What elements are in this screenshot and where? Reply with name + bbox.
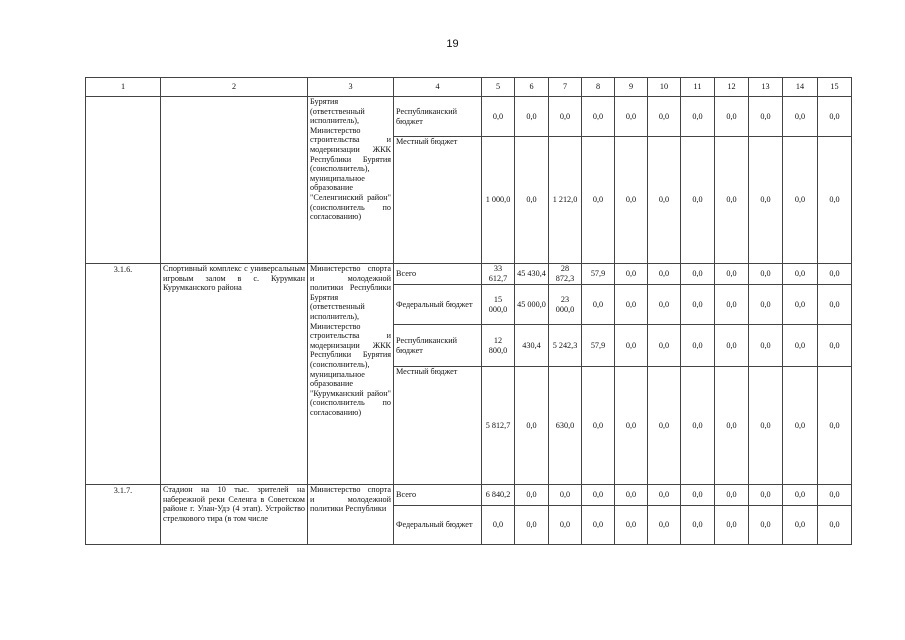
value-cell: 0,0: [715, 367, 749, 485]
value-cell: 0,0: [648, 264, 681, 285]
item-code-cell: 3.1.7.: [86, 485, 161, 545]
value-cell: 5 242,3: [549, 325, 582, 367]
item-code-cell: 3.1.6.: [86, 264, 161, 485]
item-name-cell: Стадион на 10 тыс. зрителей на набережной реки Селенга в Советском районе г. Улан-Удэ (4 этап). Устройство стрелкового тира (в том числе: [161, 485, 308, 545]
value-cell: 0,0: [515, 97, 549, 137]
value-cell: 0,0: [615, 367, 648, 485]
value-cell: 28 872,3: [549, 264, 582, 285]
value-cell: 0,0: [783, 485, 818, 506]
header-cell: 15: [818, 78, 852, 97]
header-cell: 1: [86, 78, 161, 97]
value-cell: 0,0: [715, 506, 749, 545]
value-cell: 0,0: [648, 97, 681, 137]
value-cell: 0,0: [681, 97, 715, 137]
header-cell: 12: [715, 78, 749, 97]
header-cell: 13: [749, 78, 783, 97]
value-cell: 0,0: [783, 137, 818, 264]
value-cell: 5 812,7: [482, 367, 515, 485]
header-cell: 14: [783, 78, 818, 97]
value-cell: 0,0: [818, 285, 852, 325]
table-row: [86, 264, 852, 285]
header-cell: 3: [308, 78, 394, 97]
value-cell: 15 000,0: [482, 285, 515, 325]
value-cell: 0,0: [749, 97, 783, 137]
value-cell: 0,0: [615, 264, 648, 285]
budget-table: [85, 77, 852, 545]
value-cell: 630,0: [549, 367, 582, 485]
funding-source-cell: Местный бюджет: [394, 137, 482, 264]
table-row: [86, 97, 852, 137]
header-cell: 4: [394, 78, 482, 97]
value-cell: 0,0: [615, 285, 648, 325]
executor-cell: Министерство спорта и молодежной политики Республики: [308, 485, 394, 545]
value-cell: 33 612,7: [482, 264, 515, 285]
header-cell: 11: [681, 78, 715, 97]
value-cell: 0,0: [818, 97, 852, 137]
value-cell: 1 212,0: [549, 137, 582, 264]
value-cell: 0,0: [749, 264, 783, 285]
value-cell: 23 000,0: [549, 285, 582, 325]
value-cell: 0,0: [715, 485, 749, 506]
header-row: [86, 78, 852, 97]
value-cell: 57,9: [582, 264, 615, 285]
value-cell: 0,0: [582, 506, 615, 545]
value-cell: 0,0: [482, 506, 515, 545]
value-cell: 0,0: [818, 137, 852, 264]
value-cell: 0,0: [515, 506, 549, 545]
value-cell: 0,0: [715, 325, 749, 367]
value-cell: 0,0: [749, 367, 783, 485]
value-cell: 0,0: [582, 97, 615, 137]
header-cell: 9: [615, 78, 648, 97]
value-cell: 0,0: [582, 367, 615, 485]
value-cell: 0,0: [648, 367, 681, 485]
value-cell: 0,0: [549, 506, 582, 545]
value-cell: 0,0: [681, 264, 715, 285]
value-cell: 0,0: [818, 325, 852, 367]
value-cell: 0,0: [681, 285, 715, 325]
funding-source-cell: Всего: [394, 264, 482, 285]
header-cell: 2: [161, 78, 308, 97]
item-code-cell: [86, 97, 161, 264]
value-cell: 0,0: [783, 97, 818, 137]
funding-source-cell: Местный бюджет: [394, 367, 482, 485]
value-cell: 1 000,0: [482, 137, 515, 264]
value-cell: 0,0: [749, 325, 783, 367]
value-cell: 0,0: [818, 264, 852, 285]
value-cell: 0,0: [715, 97, 749, 137]
value-cell: 0,0: [482, 97, 515, 137]
value-cell: 0,0: [749, 506, 783, 545]
funding-source-cell: Республиканский бюджет: [394, 97, 482, 137]
header-cell: 10: [648, 78, 681, 97]
value-cell: 0,0: [783, 367, 818, 485]
value-cell: 0,0: [648, 485, 681, 506]
item-name-cell: [161, 97, 308, 264]
value-cell: 0,0: [648, 325, 681, 367]
value-cell: 0,0: [615, 137, 648, 264]
value-cell: 6 840,2: [482, 485, 515, 506]
value-cell: 0,0: [615, 506, 648, 545]
value-cell: 57,9: [582, 325, 615, 367]
executor-cell: Министерство спорта и молодежной политики Республики Бурятия (ответственный исполнитель), Министерство строительства и модернизации ЖКК Республики Бурятия (соисполнитель), муниципальное образование "Курумканский район" (соисполнитель по согласованию): [308, 264, 394, 485]
value-cell: 0,0: [818, 506, 852, 545]
value-cell: 0,0: [549, 97, 582, 137]
value-cell: 0,0: [648, 285, 681, 325]
value-cell: 45 430,4: [515, 264, 549, 285]
value-cell: 0,0: [715, 137, 749, 264]
table-row: [86, 485, 852, 506]
value-cell: 0,0: [515, 137, 549, 264]
value-cell: 0,0: [615, 485, 648, 506]
value-cell: 0,0: [582, 285, 615, 325]
value-cell: 0,0: [818, 367, 852, 485]
value-cell: 0,0: [582, 137, 615, 264]
item-name-cell: Спортивный комплекс с универсальным игровым залом в с. Курумкан Курумканского района: [161, 264, 308, 485]
value-cell: 0,0: [715, 285, 749, 325]
page-number: 19: [446, 38, 459, 50]
value-cell: 0,0: [615, 97, 648, 137]
value-cell: 0,0: [515, 367, 549, 485]
value-cell: 0,0: [749, 137, 783, 264]
value-cell: 0,0: [783, 506, 818, 545]
header-cell: 7: [549, 78, 582, 97]
value-cell: 0,0: [681, 367, 715, 485]
value-cell: 0,0: [818, 485, 852, 506]
value-cell: 45 000,0: [515, 285, 549, 325]
value-cell: 0,0: [749, 285, 783, 325]
value-cell: 0,0: [783, 325, 818, 367]
value-cell: 0,0: [549, 485, 582, 506]
funding-source-cell: Всего: [394, 485, 482, 506]
value-cell: 12 800,0: [482, 325, 515, 367]
value-cell: 0,0: [681, 485, 715, 506]
value-cell: 0,0: [783, 285, 818, 325]
funding-source-cell: Федеральный бюджет: [394, 285, 482, 325]
executor-cell: Бурятия (ответственный исполнитель), Министерство строительства и модернизации ЖКК Республики Бурятия (соисполнитель), муниципальное образование "Селенгинский район" (соисполнитель по согласованию): [308, 97, 394, 264]
funding-source-cell: Федеральный бюджет: [394, 506, 482, 545]
value-cell: 0,0: [648, 506, 681, 545]
value-cell: 0,0: [582, 485, 615, 506]
header-cell: 5: [482, 78, 515, 97]
value-cell: 0,0: [783, 264, 818, 285]
value-cell: 0,0: [648, 137, 681, 264]
value-cell: 430,4: [515, 325, 549, 367]
header-cell: 8: [582, 78, 615, 97]
value-cell: 0,0: [715, 264, 749, 285]
header-cell: 6: [515, 78, 549, 97]
value-cell: 0,0: [681, 325, 715, 367]
funding-source-cell: Республиканский бюджет: [394, 325, 482, 367]
value-cell: 0,0: [615, 325, 648, 367]
value-cell: 0,0: [749, 485, 783, 506]
value-cell: 0,0: [681, 506, 715, 545]
value-cell: 0,0: [681, 137, 715, 264]
value-cell: 0,0: [515, 485, 549, 506]
